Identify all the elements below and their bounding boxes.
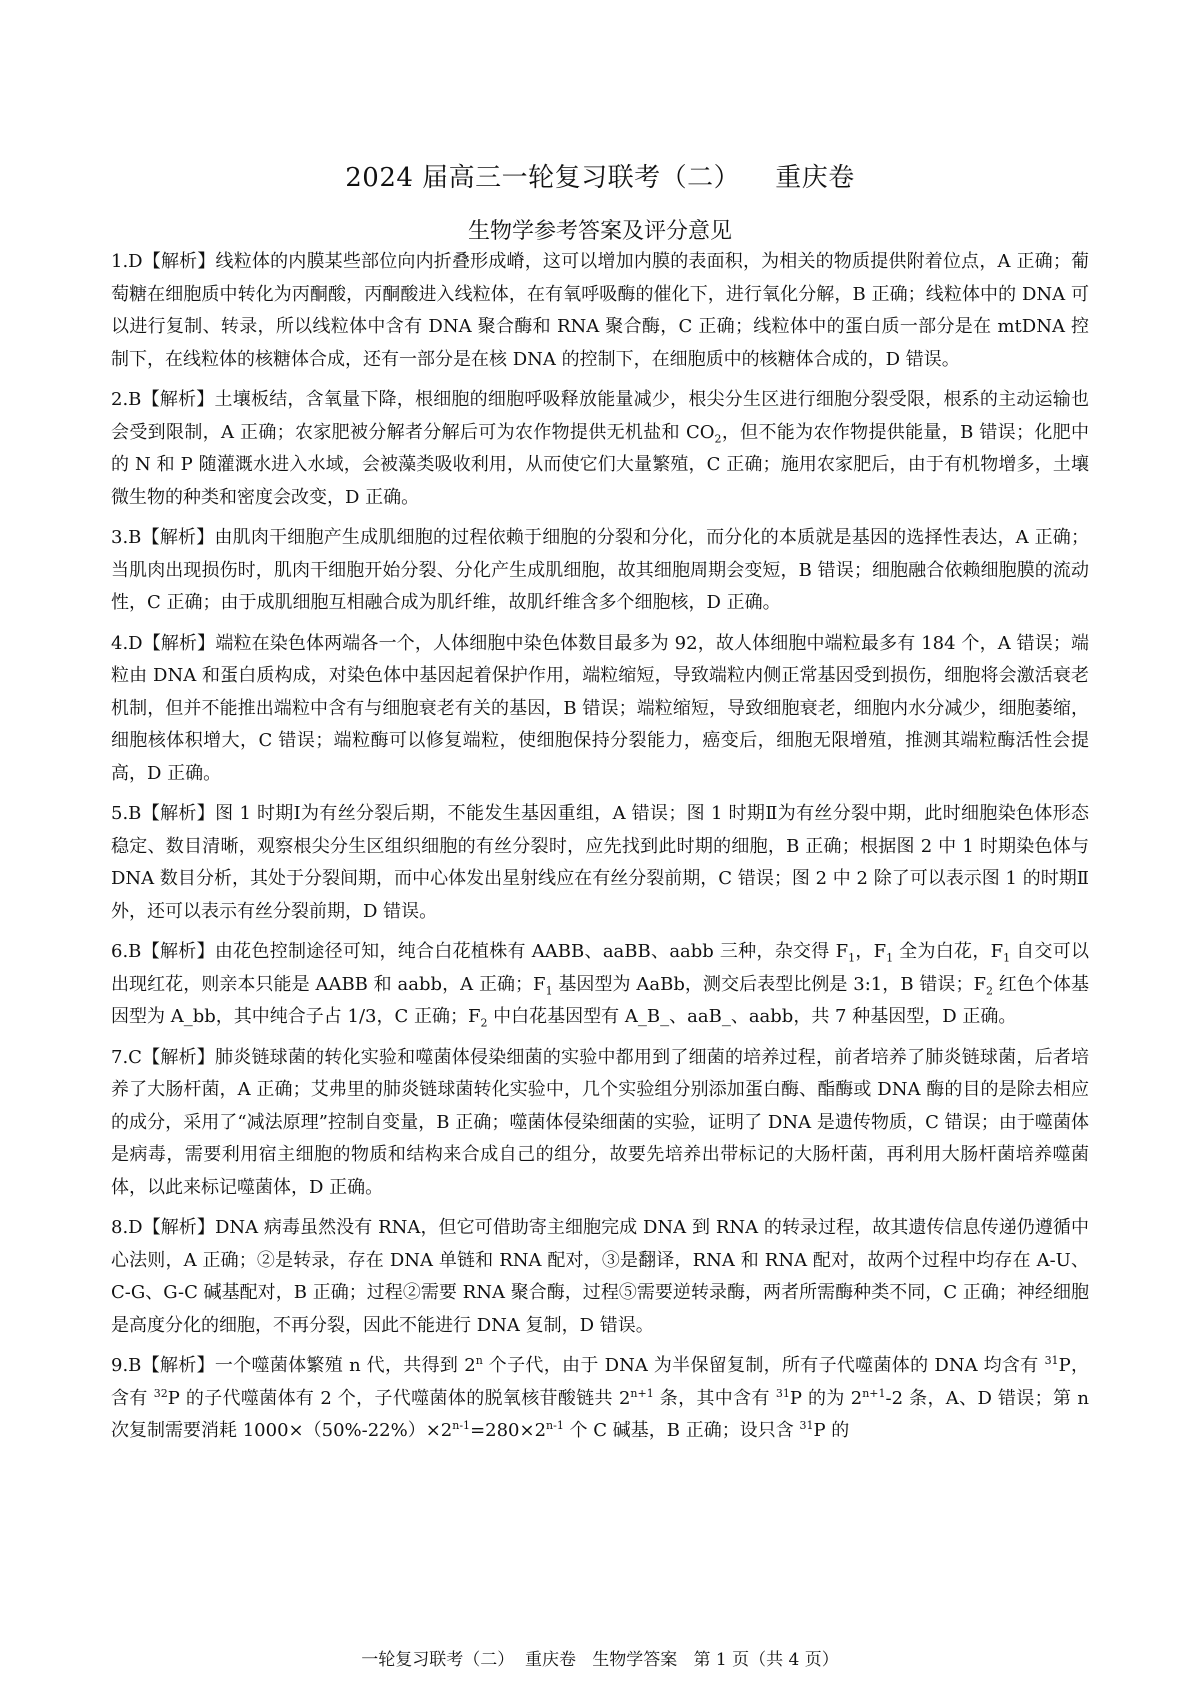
answer-1 (111, 246, 1089, 376)
answer-2 (111, 384, 1089, 514)
answer-5 (111, 798, 1089, 928)
superscript: n+1 (630, 1386, 654, 1400)
answer-text: 端粒在染色体两端各一个，人体细胞中染色体数目最多为 92，故人体细胞中端粒最多有 184 个，A 错误；端粒由 DNA 和蛋白质构成，对染色体中基因起着保护作用，端粒缩短，导致端粒内侧正常基因受到损伤，细胞将会激活衰老机制，但并不能推出端粒中含有与细胞衰老有关的基因，B 错误；端粒缩短，导致细胞衰老，细胞内水分减少，细胞萎缩，细胞核体积增大，C 错误；端粒酶可以修复端粒，使细胞保持分裂能力，癌变后，细胞无限增殖，推测其端粒酶活性会提高，D 正确。 (111, 632, 1089, 784)
superscript: n+1 (862, 1386, 886, 1400)
answer-9 (111, 1350, 1089, 1448)
answer-text: 由肌肉干细胞产生成肌细胞的过程依赖于细胞的分裂和分化，而分化的本质就是基因的选择性表达，A 正确；当肌肉出现损伤时，肌肉干细胞开始分裂、分化产生成肌细胞，故其细胞周期会变短，B 错误；细胞融合依赖细胞膜的流动性，C 正确；由于成肌细胞互相融合成为肌纤维，故肌纤维含多个细胞核，D 正确。 (111, 527, 1089, 613)
answer-text: -2 条，A、D 错误；第 n 次复制需要消耗 1000×（50%-22%）×2 (111, 1387, 1089, 1441)
answer-number: 9.B (111, 1355, 142, 1376)
subscript: 1 (848, 951, 856, 965)
superscript: 32 (153, 1386, 168, 1400)
superscript: n-1 (546, 1419, 564, 1432)
answer-text: =280×2 (470, 1420, 547, 1441)
page-footer: 一轮复习联考（二） 重庆卷 生物学答案 第 1 页（共 4 页） (361, 1650, 839, 1670)
analysis-tag: 【解析】 (142, 1217, 215, 1238)
analysis-tag: 【解析】 (142, 251, 216, 272)
answer-text: 全为白花，F (893, 941, 1004, 962)
answer-text: DNA 病毒虽然没有 RNA，但它可借助寄主细胞完成 DNA 到 RNA 的转录过程，故其遗传信息传递仍遵循中心法则，A 正确；②是转录，存在 DNA 单链和 RNA 配对，③是翻译，RNA 和 RNA 配对，故两个过程中均存在 A-U、C-G、G-C 碱基配对，B 正确；过程②需要 RNA 聚合酶，过程⑤需要逆转录酶，两者所需酶种类不同，C 正确；神经细胞是高度分化的细胞，不再分裂，因此不能进行 DNA 复制，D 错误。 (111, 1217, 1089, 1336)
subscript: 1 (545, 984, 553, 998)
answer-text: 个子代，由于 DNA 为半保留复制，所有子代噬菌体的 DNA 均含有 (482, 1355, 1045, 1376)
answer-text: P，含有 (111, 1355, 1089, 1409)
analysis-tag: 【解析】 (141, 1046, 216, 1068)
superscript: 31 (1044, 1354, 1059, 1367)
subscript: 1 (886, 951, 894, 965)
analysis-tag: 【解析】 (142, 632, 216, 654)
answer-text: 自交可以出现红花，则亲本只能是 AABB 和 aabb，A 正确；F (111, 941, 1089, 995)
answer-text: 中白花基因型有 A_B_、aaB_、aabb，共 7 种基因型，D 正确。 (487, 1006, 1017, 1027)
answer-text: ，但不能为农作物提供能量，B 错误；化肥中的 N 和 P 随灌溉水进入水域，会被藻类吸收利用，从而使它们大量繁殖，C 正确；施用农家肥后，由于有机物增多，土壤微生物的种类和密度会改变，D 正确。 (111, 421, 1090, 508)
answer-text: 条，其中含有 (653, 1387, 776, 1409)
answer-8 (111, 1212, 1089, 1342)
answer-number: 2.B (111, 389, 142, 410)
answer-7 (111, 1042, 1089, 1205)
analysis-tag: 【解析】 (141, 527, 215, 548)
answer-number: 8.D (111, 1217, 143, 1238)
answer-text: P 的子代噬菌体有 2 个，子代噬菌体的脱氧核苷酸链共 2 (167, 1387, 631, 1409)
answer-text: P 的 (813, 1420, 850, 1441)
answer-number: 6.B (111, 941, 142, 962)
superscript: 31 (775, 1386, 790, 1400)
answer-number: 3.B (111, 527, 142, 548)
answer-text: 肺炎链球菌的转化实验和噬菌体侵染细菌的实验中都用到了细菌的培养过程，前者培养了肺炎链球菌，后者培养了大肠杆菌，A 正确；艾弗里的肺炎链球菌转化实验中，几个实验组分别添加蛋白酶、酯酶或 DNA 酶的目的是除去相应的成分，采用了“减法原理”控制自变量，B 正确；噬菌体侵染细菌的实验，证明了 DNA 是遗传物质，C 错误；由于噬菌体是病毒，需要利用宿主细胞的物质和结构来合成自己的组分，故要先培养出带标记的大肠杆菌，再利用大肠杆菌培养噬菌体，以此来标记噬菌体，D 正确。 (111, 1046, 1089, 1198)
answer-4 (111, 628, 1089, 791)
subscript: 2 (714, 432, 722, 446)
superscript: n-1 (452, 1419, 471, 1432)
subscript: 2 (985, 984, 993, 998)
answer-text: 线粒体的内膜某些部位向内折叠形成嵴，这可以增加内膜的表面积，为相关的物质提供附着位点，A 正确；葡萄糖在细胞质中转化为丙酮酸，丙酮酸进入线粒体，在有氧呼吸酶的催化下，进行氧化分解，B 正确；线粒体中的 DNA 可以进行复制、转录，所以线粒体中含有 DNA 聚合酶和 RNA 聚合酶，C 正确；线粒体中的蛋白质一部分是在 mtDNA 控制下，在线粒体的核糖体合成，还有一部分是在核 DNA 的控制下，在细胞质中的核糖体合成的，D 错误。 (111, 251, 1090, 370)
answer-text: 土壤板结，含氧量下降，根细胞的细胞呼吸释放能量减少，根尖分生区进行细胞分裂受限，根系的主动运输也会受到限制，A 正确；农家肥被分解者分解后可为农作物提供无机盐和 CO (111, 389, 1090, 443)
answer-text: ，F (855, 941, 887, 962)
answer-6 (111, 936, 1089, 1034)
answer-number: 4.D (111, 632, 143, 654)
subscript: 2 (480, 1016, 488, 1030)
answer-list (111, 246, 1089, 1456)
answer-text: 一个噬菌体繁殖 n 代，共得到 2 (214, 1355, 476, 1376)
analysis-tag: 【解析】 (141, 1355, 215, 1376)
answer-text: 图 1 时期Ⅰ为有丝分裂后期，不能发生基因重组，A 错误；图 1 时期Ⅱ为有丝分裂中期，此时细胞染色体形态稳定、数目清晰，观察根尖分生区组织细胞的有丝分裂时，应先找到此时期的细胞，B 正确；根据图 2 中 1 时期染色体与 DNA 数目分析，其处于分裂间期，而中心体发出星射线应在有丝分裂前期，C 错误；图 2 中 2 除了可以表示图 1 的时期Ⅱ外，还可以表示有丝分裂前期，D 错误。 (111, 803, 1090, 922)
answer-number: 5.B (111, 803, 142, 824)
answer-text: 红色个体基因型为 A_bb，其中纯合子占 1/3，C 正确；F (111, 973, 1089, 1027)
superscript: 31 (799, 1419, 814, 1432)
subscript: 1 (1003, 951, 1011, 965)
analysis-tag: 【解析】 (141, 389, 215, 410)
answer-number: 7.C (111, 1046, 142, 1068)
page-title: 2024 届高三一轮复习联考（二） 重庆卷 (345, 163, 855, 193)
analysis-tag: 【解析】 (141, 803, 216, 824)
answer-number: 1.D (111, 251, 143, 272)
answer-3 (111, 522, 1089, 620)
answer-text: P 的为 2 (789, 1387, 863, 1409)
answer-text: 基因型为 AaBb，测交后表型比例是 3:1，B 错误；F (552, 973, 986, 995)
page-subtitle: 生物学参考答案及评分意见 (467, 219, 732, 244)
superscript: n (475, 1354, 483, 1367)
analysis-tag: 【解析】 (141, 941, 215, 962)
answer-text: 由花色控制途径可知，纯合白花植株有 AABB、aaBB、aabb 三种，杂交得 F (214, 941, 849, 962)
answer-text: 个 C 碱基，B 正确；设只含 (563, 1420, 800, 1441)
